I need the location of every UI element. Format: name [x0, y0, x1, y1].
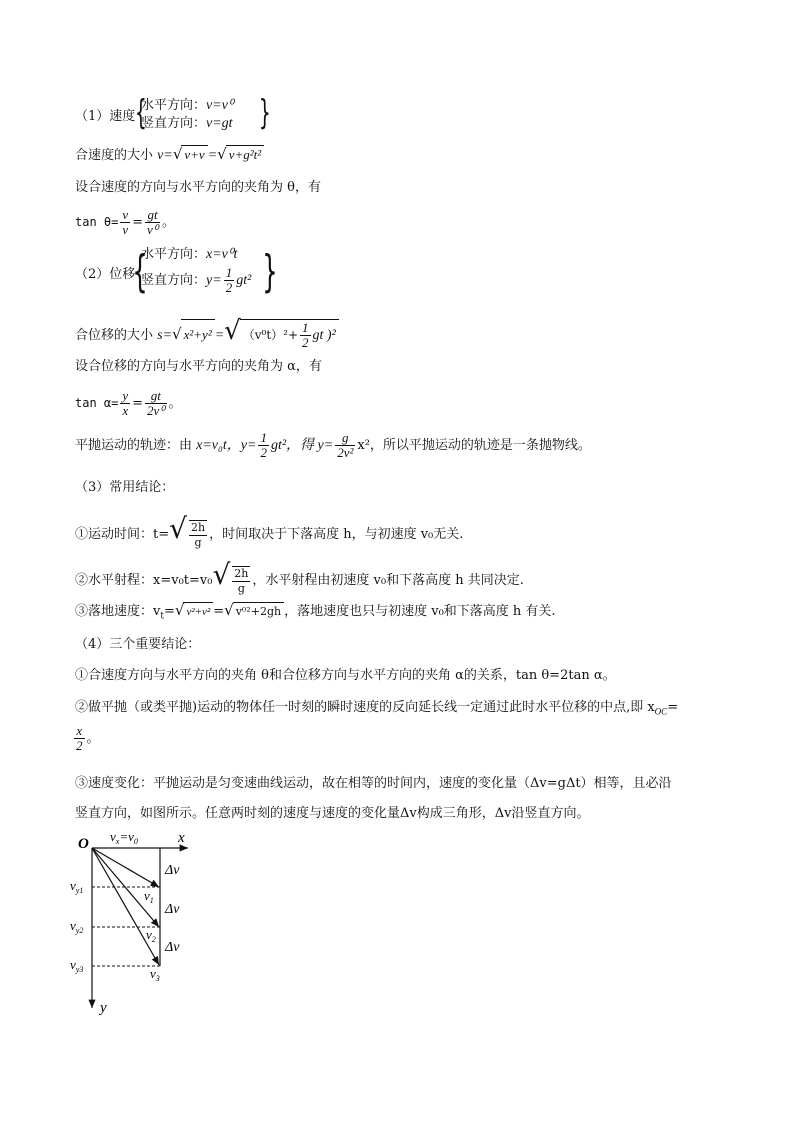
sec2-left-brace: { [132, 246, 148, 297]
mag-s-root2: （v⁰t）²+ $\frac{1}{2}$ gt )² [240, 319, 339, 351]
vy3-label: $v_{y3}$ [70, 957, 84, 974]
y-axis-label: y [100, 1000, 107, 1016]
sqrt-icon: √ [224, 601, 234, 619]
sec3-title: （3）常用结论： [75, 480, 175, 495]
mag-s-eq: = [214, 328, 225, 343]
tan-theta-eq: = [132, 215, 144, 230]
tan-alpha-eq: = [132, 396, 144, 411]
sec1-v-label: 竖直方向： [141, 116, 207, 131]
sec1-vertical [141, 115, 233, 133]
sec2-h-formula: x=v⁰t [206, 247, 238, 262]
sqrt-icon: √ [224, 316, 241, 346]
conclusion-1: ①运动时间：t=√ $\frac{2h}{g}$ ，时间取决于下落高度 h，与初速度 v₀无关. [75, 512, 464, 549]
sec2-h-label: 水平方向： [141, 247, 207, 262]
sec2-v-post: gt² [236, 273, 252, 288]
vy2-label: $v_{y2}$ [70, 918, 84, 935]
x-axis-label: x [178, 830, 185, 846]
dv-label-2: Δv [165, 902, 180, 917]
sqrt-icon: √ [174, 601, 185, 619]
sec1-v-formula: v=gt [206, 116, 233, 131]
mag-s-line [75, 316, 339, 351]
sec2-v-pre: y= [206, 273, 222, 288]
sec2-horizontal [141, 246, 237, 264]
tan-theta-end: 。 [162, 215, 176, 230]
v3-label: $v_3$ [150, 966, 160, 983]
tan-theta-frac2: $\frac{gt}{\text{v⁰}}$ [147, 207, 159, 237]
sec1-label: （1）速度 [75, 109, 136, 124]
conclusion-3: ③落地速度：$v_t=√$ v²+v² =√ v⁰²+2gh ，落地速度也只与初速度 v₀和下落高度 h 有关. [75, 601, 556, 622]
sqrt-icon: √ [172, 145, 183, 163]
result-3-line2: 竖直方向，如图所示。任意两时刻的速度与速度的变化量Δv构成三角形，Δv沿竖直方向。 [75, 806, 590, 821]
sqrt-icon: √ [169, 512, 187, 545]
vy1-label: $v_{y1}$ [70, 878, 84, 895]
v1-label: $v_1$ [144, 888, 154, 905]
mag-v-eq: = [207, 148, 218, 163]
result-1: ①合速度方向与水平方向的夹角 θ和合位移方向与水平方向的夹角 α的关系，tan θ=2tan α。 [75, 668, 616, 683]
tan-alpha-line [75, 386, 182, 421]
mag-v-line [75, 145, 264, 165]
mag-s-expr: s= [157, 328, 173, 343]
sec4-title: （4）三个重要结论： [75, 637, 201, 652]
v2-label: $v_2$ [146, 927, 156, 944]
sec1-right-brace: } [258, 93, 271, 133]
v3-vector [92, 848, 159, 965]
trajectory-line: 平抛运动的轨迹：由 x=v₀t，y= $\frac{1}{2}$ gt²，得 y= $\frac{g}{\text{2v²}}$ x²，所以平抛运动的轨迹是一条抛物线。 [75, 430, 591, 460]
sec2-right-brace: } [262, 246, 278, 297]
tan-theta-prefix: tan θ= [75, 215, 119, 229]
sec1-h-label: 水平方向： [141, 98, 207, 113]
tan-alpha-frac2: $\frac{gt}{\text{2v⁰}}$ [147, 388, 165, 418]
mag-v-prefix: 合速度的大小 [75, 148, 158, 163]
sec2-label: （2）位移 [75, 267, 136, 282]
sec2-vertical [141, 266, 251, 296]
sqrt-icon: √ [217, 145, 227, 163]
tan-alpha-frac1: $\frac{y}{x}$ [122, 388, 129, 418]
dv-label-1: Δv [165, 863, 180, 878]
velocity-diagram [70, 828, 210, 1018]
mag-s-prefix: 合位移的大小 [75, 328, 158, 343]
sec1-horizontal [141, 97, 234, 115]
mag-v-root2: v+g²t² [226, 145, 264, 164]
origin-label: O [78, 836, 89, 852]
sqrt-icon: √ [172, 325, 182, 343]
tan-alpha-prefix: tan α= [75, 396, 119, 410]
result-2: ②做平抛（或类平抛)运动的物体任一时刻的瞬时速度的反向延长线一定通过此时水平位移的中点,即 $x_{OC}=$ [75, 700, 679, 717]
sec1-h-formula: v=v⁰ [206, 98, 234, 113]
trajectory-frac2: $\frac{g}{\text{2v²}}$ [337, 430, 354, 460]
v1-vector [92, 848, 159, 887]
angle-v-text: 设合速度的方向与水平方向的夹角为 θ，有 [75, 180, 321, 195]
sec1-left-brace: { [134, 93, 147, 133]
mag-v-expr: v= [157, 148, 173, 163]
dv-label-3: Δv [165, 940, 180, 955]
mag-v-root1: v+v [181, 145, 207, 164]
trajectory-frac1: $\frac{1}{2}$ [260, 430, 267, 460]
tan-theta-line [75, 205, 175, 240]
tan-alpha-end: 。 [168, 396, 182, 411]
conclusion-2: ②水平射程：x=v₀t=v₀√ $\frac{2h}{g}$ ，水平射程由初速度 v₀和下落高度 h 共同决定. [75, 558, 524, 595]
sec2-v-frac: $\frac{1}{2}$ [225, 265, 233, 295]
result-3-line1: ③速度变化：平抛运动是匀变速曲线运动，故在相等的时间内，速度的变化量（Δv=gΔt）相等，且必沿 [75, 776, 672, 791]
sec2-v-label: 竖直方向： [141, 273, 207, 288]
mag-s-root1: x²+y² [181, 319, 215, 350]
sqrt-icon: √ [212, 558, 231, 591]
tan-theta-frac1: $\frac{v}{v}$ [122, 207, 129, 237]
vx-label: $v_x=v_0$ [110, 829, 138, 846]
result-2-frac: $\frac{x}{2}$ 。 [76, 723, 100, 753]
angle-s-text: 设合位移的方向与水平方向的夹角为 α，有 [75, 359, 322, 374]
